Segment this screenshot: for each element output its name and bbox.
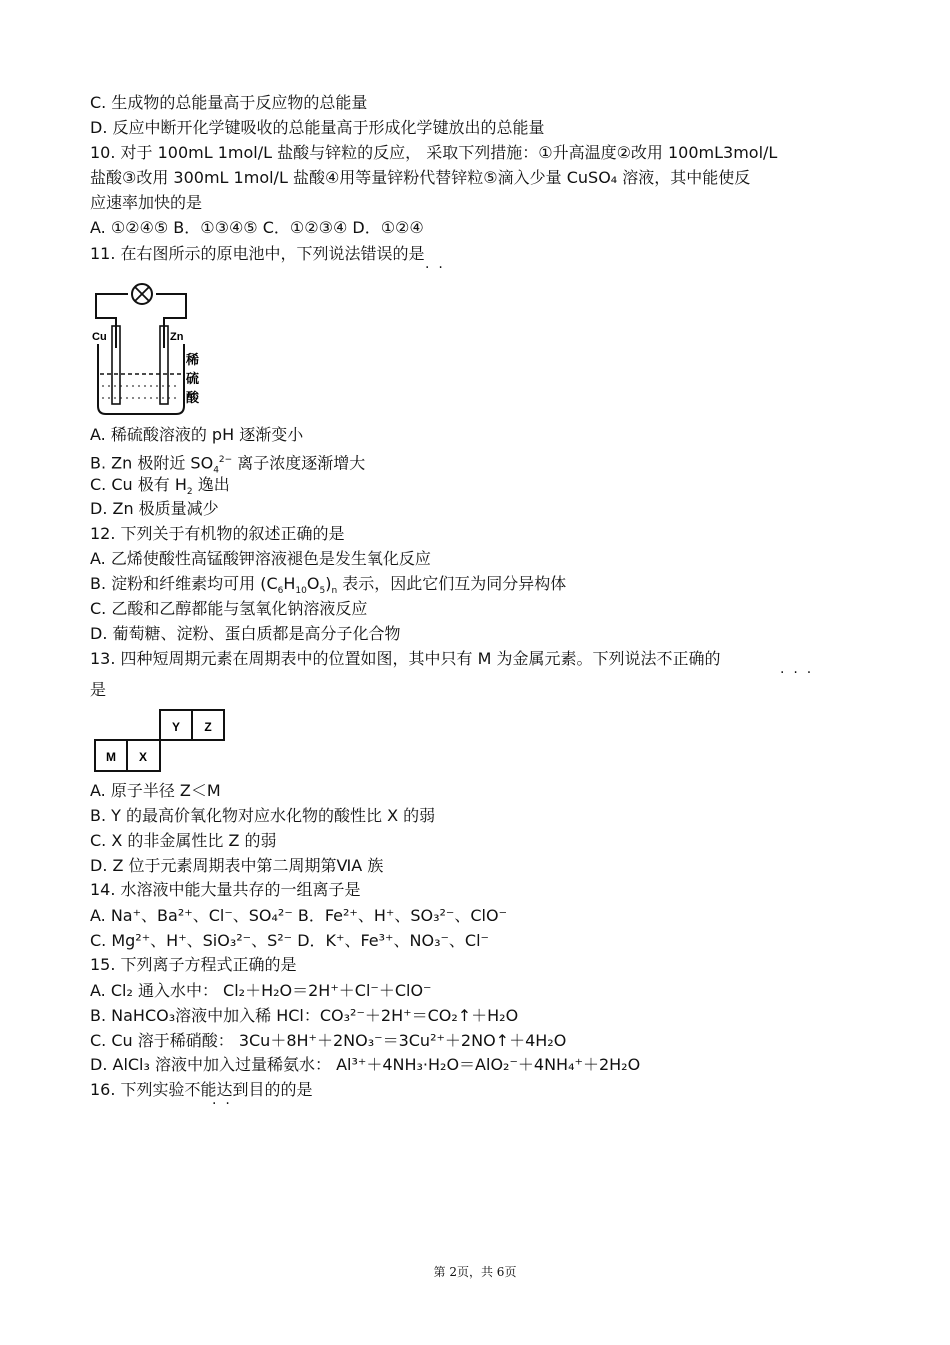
zn-label: Zn xyxy=(170,331,184,343)
q10-stem-line1: 10. 对于 100mL 1mol/L 盐酸与锌粒的反应， 采取下列措施：①升高温度②改用 100mL3mol/L xyxy=(90,143,778,162)
q12-b-h: H xyxy=(283,574,296,593)
q12-b-text: B. 淀粉和纤维素均可用 (C xyxy=(90,574,278,593)
cell-z: Z xyxy=(204,720,212,734)
cu-label: Cu xyxy=(92,331,107,343)
page-footer: 第 2页，共 6页 xyxy=(433,1265,517,1279)
q15-option-a: A. Cl₂ 通入水中： Cl₂＋H₂O＝2H⁺＋Cl⁻＋ClO⁻ xyxy=(90,981,432,1000)
q9-option-d: D. 反应中断开化学键吸收的总能量高于形成化学键放出的总能量 xyxy=(90,118,545,137)
q11-option-d: D. Zn 极质量减少 xyxy=(90,499,219,518)
cell-x: X xyxy=(138,750,148,764)
q14-stem: 14. 水溶液中能大量共存的一组离子是 xyxy=(90,880,361,899)
q12-option-d: D. 葡萄糖、淀粉、蛋白质都是高分子化合物 xyxy=(90,624,401,643)
q11-b-sup: 2− xyxy=(218,455,233,465)
q15-option-c: C. Cu 溶于稀硝酸： 3Cu＋8H⁺＋2NO₃⁻＝3Cu²⁺＋2NO↑＋4H₂O xyxy=(90,1031,567,1050)
periodic-table-drawing xyxy=(94,709,226,773)
q13-option-c: C. X 的非金属性比 Z 的弱 xyxy=(90,831,277,850)
q13-option-a: A. 原子半径 Z＜M xyxy=(90,781,221,800)
q12-option-a: A. 乙烯使酸性高锰酸钾溶液褪色是发生氧化反应 xyxy=(90,549,431,568)
liquid-label-2: 硫 xyxy=(186,372,200,387)
q12-b-sub4: n xyxy=(331,586,338,597)
q12-b-sub2: 10 xyxy=(295,586,307,597)
q11-c-text: C. Cu 极有 H xyxy=(90,475,187,494)
q9-option-c: C. 生成物的总能量高于反应物的总能量 xyxy=(90,93,368,112)
emphasis-dots: · · · xyxy=(780,665,812,681)
periodic-table-diagram xyxy=(94,709,226,773)
q10-options: A. ①②④⑤ B．①③④⑤ C．①②③④ D．①②④ xyxy=(90,218,424,237)
q12-b-o: O xyxy=(306,574,320,593)
q12-option-b xyxy=(90,574,566,601)
q11-b-post: 离子浓度逐渐增大 xyxy=(232,453,366,473)
q12-b-sub3: 5 xyxy=(319,586,326,597)
beaker xyxy=(98,344,184,414)
q16-stem: 16. 下列实验不能达到目的的是 xyxy=(90,1080,313,1099)
q15-option-d: D. AlCl₃ 溶液中加入过量稀氨水： Al³⁺＋4NH₃·H₂O＝AlO₂⁻＋4NH₄⁺＋2H₂O xyxy=(90,1055,641,1074)
q11-b-text: B. Zn 极附近 SO xyxy=(90,453,214,473)
q11-c-sub: 2 xyxy=(186,487,193,498)
q15-stem: 15. 下列离子方程式正确的是 xyxy=(90,955,297,974)
q15-option-b: B. NaHCO₃溶液中加入稀 HCl：CO₃²⁻＋2H⁺＝CO₂↑＋H₂O xyxy=(90,1006,519,1025)
q11-option-a: A. 稀硫酸溶液的 pH 逐渐变小 xyxy=(90,425,304,444)
q11-b-sub: 4 xyxy=(213,465,219,476)
liquid-label-3: 酸 xyxy=(186,391,200,406)
q12-option-c: C. 乙酸和乙醇都能与氢氧化钠溶液反应 xyxy=(90,599,368,618)
q12-b-post: 表示，因此它们互为同分异构体 xyxy=(337,574,567,593)
liquid-label-1: 稀 xyxy=(186,353,200,368)
q14-options-ab: A. Na⁺、Ba²⁺、Cl⁻、SO₄²⁻ B．Fe²⁺、H⁺、SO₃²⁻、ClO⁻ xyxy=(90,906,508,925)
q11-stem: 11. 在右图所示的原电池中，下列说法错误的是 xyxy=(90,244,425,263)
cell-y: Y xyxy=(171,720,181,734)
q13-option-b: B. Y 的最高价氧化物对应水化物的酸性比 X 的弱 xyxy=(90,806,436,825)
emphasis-dots: · · xyxy=(212,1096,230,1112)
q10-stem-line3: 应速率加快的是 xyxy=(90,193,203,212)
q13-option-d: D. Z 位于元素周期表中第二周期第ⅥA 族 xyxy=(90,856,384,875)
cell-m: M xyxy=(106,750,116,764)
q13-stem-line2: 是 xyxy=(90,680,107,699)
q10-stem-line2: 盐酸③改用 300mL 1mol/L 盐酸④用等量锌粉代替锌粒⑤滴入少量 CuSO₄ 溶液，其中能使反 xyxy=(90,168,751,187)
q12-stem: 12. 下列关于有机物的叙述正确的是 xyxy=(90,524,345,543)
q14-options-cd: C. Mg²⁺、H⁺、SiO₃²⁻、S²⁻ D．K⁺、Fe³⁺、NO₃⁻、Cl⁻ xyxy=(90,931,489,950)
q12-b-paren: ) xyxy=(325,574,332,593)
q12-b-sub1: 6 xyxy=(277,586,284,597)
galvanic-cell-diagram xyxy=(90,282,220,422)
emphasis-dots: · · xyxy=(425,260,443,276)
q13-stem-line1: 13. 四种短周期元素在周期表中的位置如图，其中只有 M 为金属元素。下列说法不正确的 xyxy=(90,649,721,668)
q11-c-post: 逸出 xyxy=(192,475,230,494)
galvanic-cell-drawing xyxy=(90,282,220,422)
